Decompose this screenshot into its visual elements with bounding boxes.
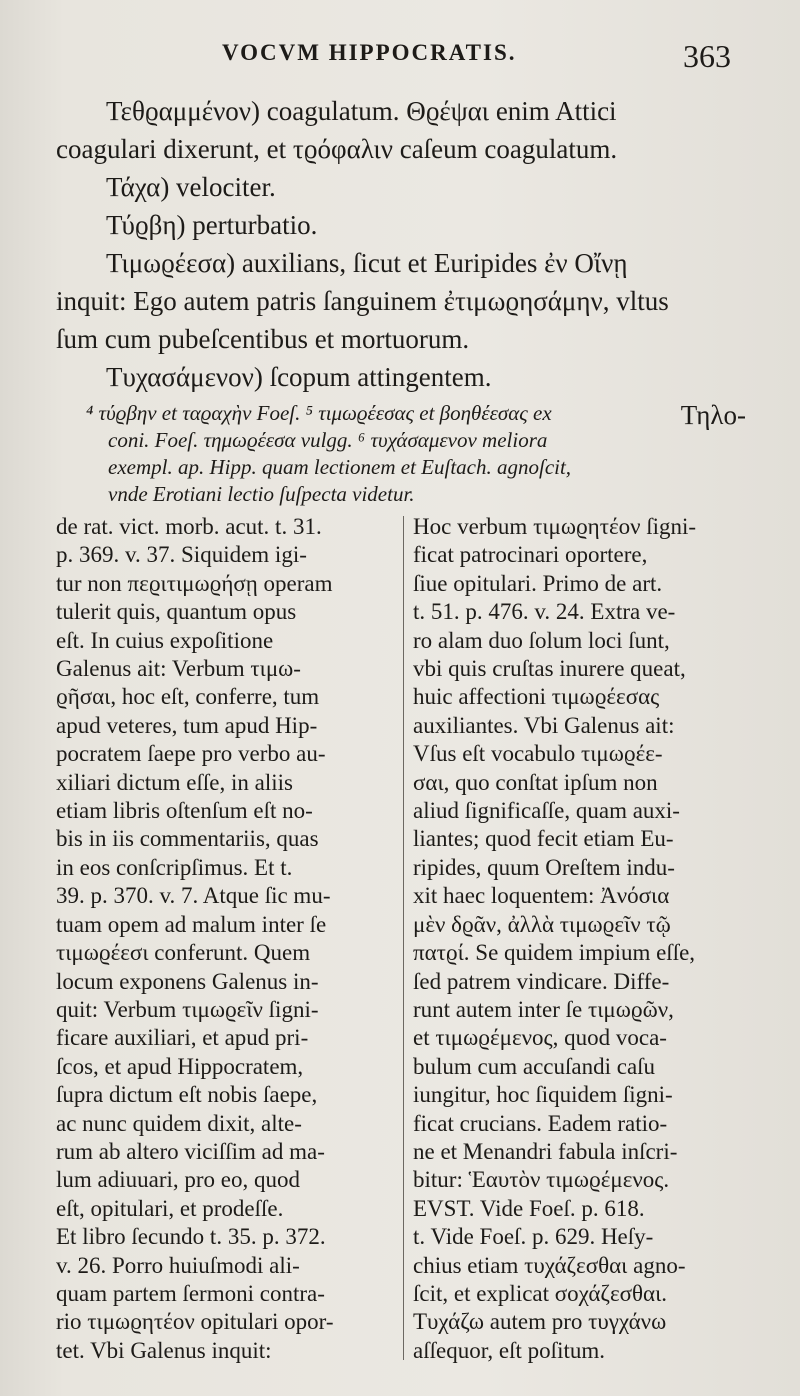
column-line: de rat. vict. morb. acut. t. 31. [56, 514, 322, 539]
column-line: ſcit, et explicat σοχάζεσθαι. [413, 1280, 668, 1306]
column-line: v. 26. Porro huiuſmodi ali- [56, 1252, 300, 1278]
column-line: Hoc verbum τιμωϱητέον ſigni- [413, 514, 697, 539]
catchword: Τηλο- [680, 400, 746, 430]
column-line: eſt, opitulari, et prodeſſe. [56, 1195, 284, 1221]
column-line: chius etiam τυχάζεσθαι agno- [413, 1252, 686, 1278]
column-line: tet. Vbi Galenus inquit: [56, 1337, 272, 1363]
column-line: t. 51. p. 476. v. 24. Extra ve- [413, 599, 676, 625]
column-line: ne et Menandri fabula inſcri- [413, 1138, 678, 1164]
column-line: bitur: Ἑαυτὸν τιμωϱέμενος. [413, 1167, 670, 1193]
column-line: ro alam duo ſolum loci ſunt, [413, 627, 670, 653]
column-line: EVST. Vide Foeſ. p. 618. [413, 1195, 645, 1221]
column-line: Galenus ait: Verbum τιμω- [56, 656, 301, 682]
footnote-line: coni. Foeſ. τημωϱέεσα vulgg. ⁶ τυχάσαμενον meliora [108, 428, 548, 452]
column-line: ac nunc quidem dixit, alte- [56, 1110, 302, 1136]
column-line: ſcos, et apud Hippocratem, [56, 1053, 304, 1079]
commentary-left-column [56, 513, 400, 1365]
column-line: quam partem ſermoni contra- [56, 1280, 325, 1306]
column-line: tulerit quis, quantum opus [56, 599, 297, 625]
column-line: Et libro ſecundo t. 35. p. 372. [56, 1224, 326, 1250]
column-line: locum exponens Galenus in- [56, 968, 319, 994]
column-line: etiam libris oſtenſum eſt no- [56, 798, 313, 824]
footnote-line: exempl. ap. Hipp. quam lectionem et Euſtach. agnoſcit, [108, 455, 572, 479]
column-line: ficat crucians. Eadem ratio- [413, 1110, 668, 1136]
column-line: ſupra dictum eſt nobis ſaepe, [56, 1082, 318, 1108]
column-line: xit haec loquentem: Ἀνόσια [413, 883, 670, 909]
main-line: Τιμωϱέεσα) auxilians, ſicut et Euripides ἐν Οἴνῃ [106, 248, 628, 278]
column-line: apud veteres, tum apud Hip- [56, 712, 318, 738]
column-line: ſiue opitulari. Primo de art. [413, 570, 663, 596]
column-line: in eos conſcripſimus. Et t. [56, 854, 293, 880]
column-line: bulum cum accuſandi caſu [413, 1053, 656, 1079]
column-line: eſt. In cuius expoſitione [56, 627, 274, 653]
column-line: aſſequor, eſt poſitum. [413, 1337, 605, 1363]
column-divider [403, 516, 404, 1360]
main-line: Τύϱβη) perturbatio. [106, 210, 318, 240]
column-line: Τυχάζω autem pro τυγχάνω [413, 1309, 667, 1335]
column-line: t. Vide Foeſ. p. 629. Heſy- [413, 1224, 654, 1250]
footnotes [86, 400, 766, 508]
column-line: et τιμωϱέμενος, quod voca- [413, 1025, 667, 1051]
column-line: xiliari dictum eſſe, in aliis [56, 769, 293, 795]
main-line: inquit: Ego autem patris ſanguinem ἐτιμωϱησάμην, vltus [56, 286, 669, 316]
main-line: Τυχασάμενον) ſcopum attingentem. [106, 362, 492, 392]
column-line: liantes; quod fecit etiam Eu- [413, 826, 674, 852]
column-line: p. 369. v. 37. Siquidem igi- [56, 542, 307, 568]
column-line: tur non πεϱιτιμωϱήσῃ operam [56, 570, 333, 596]
page-number: 363 [683, 38, 731, 74]
main-line: coagulari dixerunt, et τϱόφαλιν caſeum coagulatum. [56, 134, 618, 164]
column-line: ſed patrem vindicare. Diffe- [413, 968, 670, 994]
running-title: VOCVM HIPPOCRATIS. [222, 40, 517, 65]
main-line: Τεθϱαμμένον) coagulatum. Θϱέψαι enim Attici [106, 96, 617, 126]
column-line: tuam opem ad malum inter ſe [56, 911, 327, 937]
column-line: pocratem ſaepe pro verbo au- [56, 741, 326, 767]
main-line: Τάχα) velociter. [106, 172, 276, 202]
column-line: huic affectioni τιμωϱέεσας [413, 684, 660, 710]
column-line: 39. p. 370. v. 7. Atque ſic mu- [56, 883, 331, 909]
footnote-line: ⁴ τύϱβην et ταϱαχὴν Foeſ. ⁵ τιμωϱέεσας et βοηθέεσας ex [86, 401, 552, 425]
column-line: Vſus eſt vocabulo τιμωϱέε- [413, 741, 663, 767]
column-line: lum adiuuari, pro eo, quod [56, 1167, 301, 1193]
column-line: ϱῆσαι, hoc eſt, conferre, tum [56, 684, 320, 710]
column-line: rum ab altero viciſſim ad ma- [56, 1138, 325, 1164]
commentary-right-column [413, 513, 749, 1365]
main-line: ſum cum pubeſcentibus et mortuorum. [56, 324, 470, 354]
column-line: rio τιμωϱητέον opitulari opor- [56, 1309, 334, 1335]
footnote-line: vnde Erotiani lectio ſuſpecta videtur. [108, 482, 415, 506]
column-line: μὲν δϱᾶν, ἀλλὰ τιμωϱεῖν τῷ [413, 911, 671, 937]
column-line: aliud ſignificaſſe, quam auxi- [413, 798, 680, 824]
column-line: πατϱί. Se quidem impium eſſe, [413, 940, 696, 966]
column-line: vbi quis cruſtas inurere queat, [413, 656, 686, 682]
column-line: runt autem inter ſe τιμωϱῶν, [413, 996, 674, 1022]
glossary-entries [56, 92, 746, 434]
column-line: auxiliantes. Vbi Galenus ait: [413, 712, 675, 738]
column-line: quit: Verbum τιμωϱεῖν ſigni- [56, 996, 319, 1022]
column-line: τιμωϱέεσι conferunt. Quem [56, 940, 311, 966]
column-line: σαι, quo conſtat ipſum non [413, 769, 658, 795]
column-line: ficare auxiliari, et apud pri- [56, 1025, 309, 1051]
column-line: iungitur, hoc ſiquidem ſigni- [413, 1082, 673, 1108]
column-line: ripides, quum Oreſtem indu- [413, 854, 675, 880]
column-line: bis in iis commentariis, quas [56, 826, 319, 852]
column-line: ficat patrocinari oportere, [413, 542, 648, 568]
